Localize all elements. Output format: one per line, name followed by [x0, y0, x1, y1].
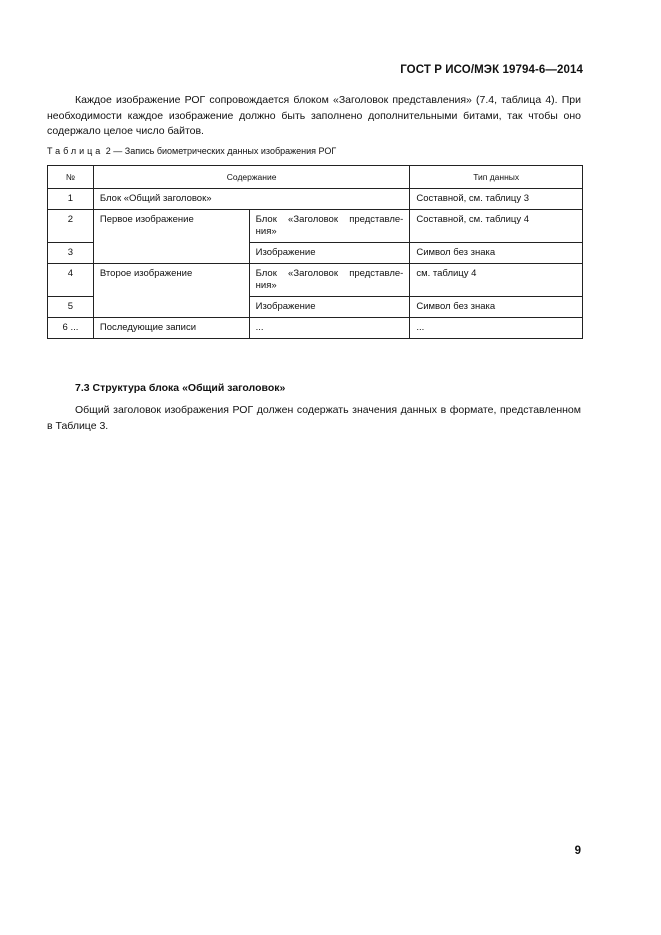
header-num: №: [48, 166, 94, 189]
cell-num: 1: [48, 189, 94, 210]
header-content: Содержание: [93, 166, 409, 189]
cell-type: ...: [410, 318, 583, 339]
page-number: 9: [574, 845, 581, 857]
cell-group: Второе изображение: [93, 264, 249, 318]
cell-sub: [249, 210, 410, 243]
table-header-row: [48, 166, 583, 189]
document-header: ГОСТ Р ИСО/МЭК 19794-6—2014: [400, 64, 583, 76]
section-heading: 7.3 Структура блока «Общий заголовок»: [75, 382, 286, 394]
data-table: [47, 165, 583, 339]
cell-sub-line2: ния»: [255, 226, 277, 237]
cell-group: Последующие записи: [93, 318, 249, 339]
cell-num: 3: [48, 243, 94, 264]
table-row: [48, 264, 583, 297]
cell-num: 2: [48, 210, 94, 243]
cell-type: Составной, см. таблицу 3: [410, 189, 583, 210]
paragraph-section: [47, 403, 581, 434]
cell-type: Составной, см. таблицу 4: [410, 210, 583, 243]
table-row: [48, 210, 583, 243]
table-caption-text: 2 — Запись биометрических данных изображения РОГ: [103, 146, 337, 156]
cell-sub-line1: Блок «Заголовок представле-: [255, 214, 404, 225]
cell-num: 4: [48, 264, 94, 297]
paragraph-intro-text: Каждое изображение РОГ сопровождается блоком «Заголовок представления» (7.4, таблица 4). При необходимости каждое изображение должно быть заполнено дополнительными битами, так чтобы оно содержало целое число байтов.: [47, 94, 581, 137]
paragraph-intro: [47, 93, 581, 140]
cell-sub-line2: ния»: [255, 280, 277, 291]
table-caption-prefix: Таблица: [47, 146, 104, 156]
cell-num: 6 ...: [48, 318, 94, 339]
cell-sub: Изображение: [249, 297, 410, 318]
cell-sub: ...: [249, 318, 410, 339]
cell-type: см. таблицу 4: [410, 264, 583, 297]
cell-sub: Изображение: [249, 243, 410, 264]
header-type: Тип данных: [410, 166, 583, 189]
cell-type: Символ без знака: [410, 243, 583, 264]
table-row: [48, 189, 583, 210]
paragraph-section-text: Общий заголовок изображения РОГ должен содержать значения данных в формате, представленном в Таблице 3.: [47, 404, 581, 432]
table-row: [48, 318, 583, 339]
cell-group: Первое изображение: [93, 210, 249, 264]
cell-num: 5: [48, 297, 94, 318]
cell-sub: [249, 264, 410, 297]
table-caption: [47, 146, 336, 156]
cell-sub-line1: Блок «Заголовок представле-: [255, 268, 404, 279]
cell-type: Символ без знака: [410, 297, 583, 318]
cell-content: Блок «Общий заголовок»: [93, 189, 409, 210]
